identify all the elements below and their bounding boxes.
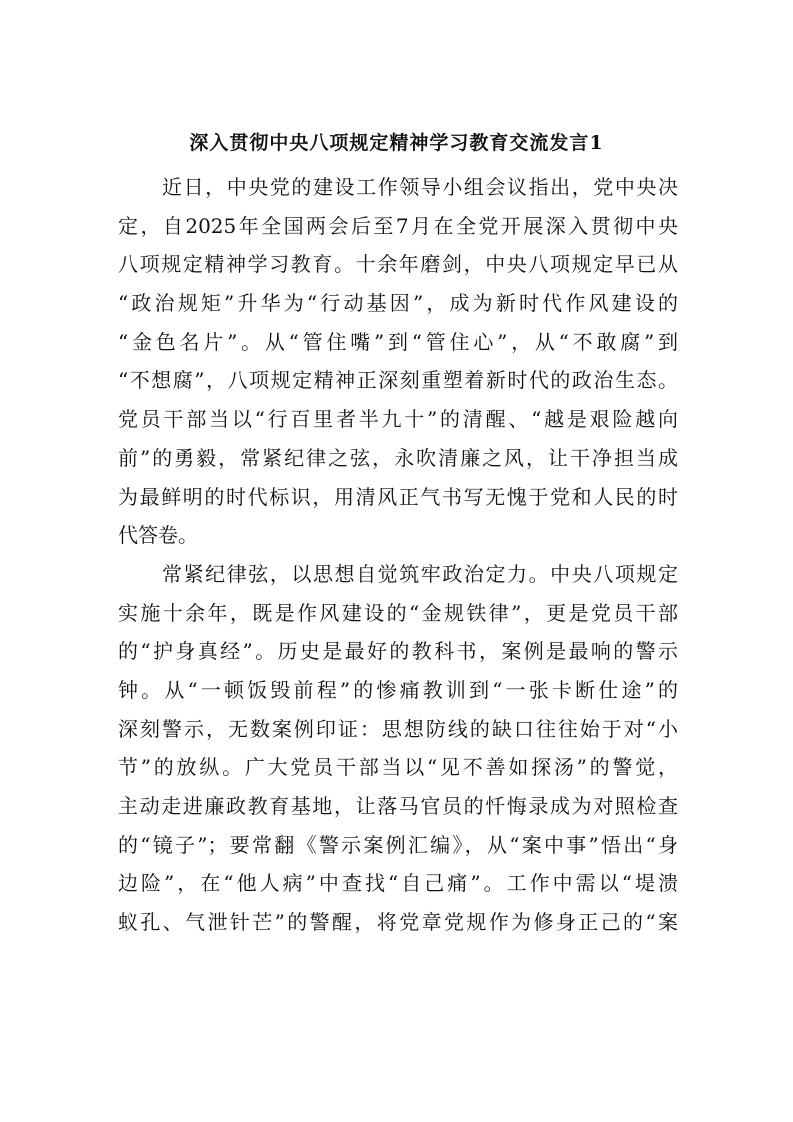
paragraph-1-line-2: 定，自2025年全国两会后至7月在全党开展深入贯彻中央 <box>118 213 678 238</box>
paragraph-1-line-1: 近日，中央党的建设工作领导小组会议指出，党中央决 <box>162 175 678 199</box>
paragraph-2-line-4: 钟。从“一顿饭毁前程”的惨痛教训到“一张卡断仕途”的 <box>118 677 678 702</box>
paragraph-2-line-10: 蚁孔、气泄针芒”的警醒，将党章党规作为修身正己的“案 <box>118 910 678 935</box>
paragraph-1-line-6: “不想腐”，八项规定精神正深刻重塑着新时代的政治生态。 <box>118 368 678 393</box>
paragraph-2-line-8: 的“镜子”；要常翻《警示案例汇编》，从“案中事”悟出“身 <box>118 832 678 857</box>
paragraph-2-line-2: 实施十余年，既是作风建设的“金规铁律”，更是党员干部 <box>118 600 678 625</box>
paragraph-2-line-7: 主动走进廉政教育基地，让落马官员的忏悔录成为对照检查 <box>118 794 678 818</box>
paragraph-2-line-6: 节”的放纵。广大党员干部当以“见不善如探汤”的警觉， <box>118 755 678 780</box>
paragraph-1-line-3: 八项规定精神学习教育。十余年磨剑，中央八项规定早已从 <box>118 252 678 277</box>
paragraph-2-line-1: 常紧纪律弦，以思想自觉筑牢政治定力。中央八项规定 <box>162 561 678 586</box>
paragraph-1-line-9: 为最鲜明的时代标识，用清风正气书写无愧于党和人民的时 <box>118 484 678 509</box>
document-body <box>118 168 678 942</box>
paragraph-1-line-10: 代答卷。 <box>118 523 198 548</box>
document-title: 深入贯彻中央八项规定精神学习教育交流发言1 <box>189 132 604 154</box>
paragraph-1-line-8: 前”的勇毅，常紧纪律之弦，永吹清廉之风，让干净担当成 <box>118 445 678 470</box>
paragraph-1-line-4: “政治规矩”升华为“行动基因”，成为新时代作风建设的 <box>118 291 678 316</box>
paragraph-2-line-3: 的“护身真经”。历史是最好的教科书，案例是最响的警示 <box>118 639 678 664</box>
paragraph-2-line-5: 深刻警示，无数案例印证：思想防线的缺口往往始于对“小 <box>118 716 678 741</box>
paragraph-2-line-9: 边险”，在“他人病”中查找“自己痛”。工作中需以“堤溃 <box>118 871 678 896</box>
paragraph-1-line-5: “金色名片”。从“管住嘴”到“管住心”，从“不敢腐”到 <box>118 329 678 354</box>
paragraph-1-line-7: 党员干部当以“行百里者半九十”的清醒、“越是艰险越向 <box>118 407 678 432</box>
